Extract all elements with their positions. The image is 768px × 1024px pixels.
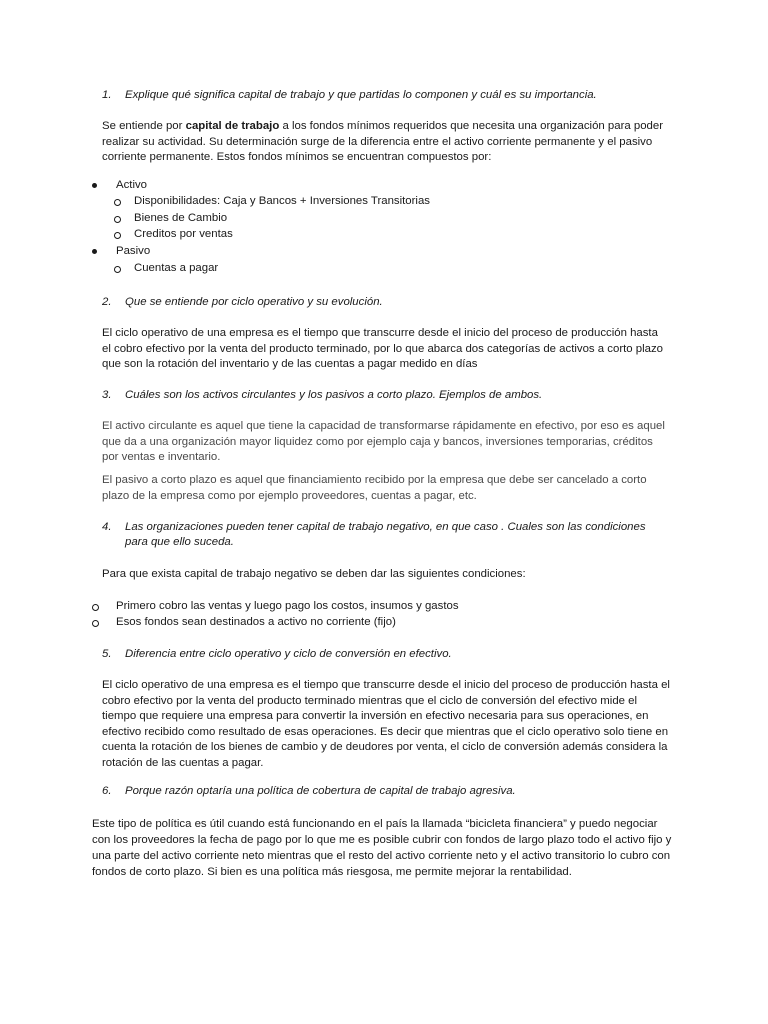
question-6: 6. Porque razón optaría una política de cobertura de capital de trabajo agresiva.: [102, 785, 516, 797]
bullet-disc-icon: [92, 183, 97, 188]
list-item-pasivo: Pasivo: [90, 244, 150, 259]
question-number: 1.: [102, 89, 112, 101]
question-2: 2. Que se entiende por ciclo operativo y su evolución.: [102, 296, 383, 308]
list-item: Creditos por ventas: [112, 227, 233, 242]
bullet-circle-icon: [114, 232, 121, 239]
answer-1-post: a los fondos mínimos requeridos que necesita una organización para poder realizar su actividad. Su determinación surge de la diferencia entre el activo corriente permanente y el pasivo corriente permanente. Estos fondos mínimos se encuentran compuestos por:: [102, 120, 664, 163]
answer-3b: El pasivo a corto plazo es aquel que financiamiento recibido por la empresa que debe ser cancelado a corto plazo de la empresa como por ejemplo proveedores, cuentas a pagar, etc.: [102, 474, 647, 502]
answer-1-bold-term: capital de trabajo: [185, 120, 280, 132]
bullet-disc-icon: [92, 249, 97, 254]
list-item: Disponibilidades: Caja y Bancos + Inversiones Transitorias: [112, 194, 430, 209]
answer-1: [102, 119, 676, 166]
question-3: 3. Cuáles son los activos circulantes y los pasivos a corto plazo. Ejemplos de ambos.: [102, 389, 543, 401]
question-1: [102, 88, 682, 103]
answer-3a: El activo circulante es aquel que tiene la capacidad de transformarse rápidamente en efectivo, por eso es aquel que da a una organización mayor liquidez como por ejemplo caja y bancos, inversiones temporarias, créditos por ventas e inventario.: [102, 420, 665, 463]
answer-1-pre: Se entiende por: [102, 120, 186, 132]
question-5: 5. Diferencia entre ciclo operativo y ciclo de conversión en efectivo.: [102, 648, 452, 660]
bullet-circle-icon: [92, 620, 99, 627]
answer-6: Este tipo de política es útil cuando está funcionando en el país la llamada “bicicleta financiera” y puedo negociar con los proveedores la fecha de pago por lo que me es posible cubrir con fondos de largo plazo todo el activo fijo y una parte del activo corriente neto mientras que el resto del activo corriente neto y el activo transitorio lo cubro con fondos de corto plazo. Si bien es una política más riesgosa, me permite mejorar la rentabilidad.: [92, 818, 672, 878]
answer-5: El ciclo operativo de una empresa es el tiempo que transcurre desde el inicio del proceso de producción hasta el cobro efectivo por la venta del producto terminado mientras que el ciclo de conversión del efectivo mide el tiempo que requiere una empresa para convertir la inversión en efectivo necesaria para sus operaciones, en efectivo recibido como resultado de esas operaciones. Es decir que mientras que el ciclo operativo solo tiene en cuenta la rotación de los bienes de cambio y de deudores por venta, el ciclo de conversión además considera la rotación de las cuentas a pagar.: [102, 679, 670, 769]
answer-4: Para que exista capital de trabajo negativo se deben dar las siguientes condiciones:: [102, 568, 526, 580]
bullet-circle-icon: [92, 604, 99, 611]
list-item: Cuentas a pagar: [112, 261, 218, 276]
bullet-circle-icon: [114, 199, 121, 206]
bullet-circle-icon: [114, 266, 121, 273]
list-item: Bienes de Cambio: [112, 211, 227, 226]
question-4: 4. Las organizaciones pueden tener capital de trabajo negativo, en que caso . Cuales son las condiciones para que ello suceda.: [102, 521, 646, 548]
list-item: Primero cobro las ventas y luego pago los costos, insumos y gastos: [90, 599, 459, 614]
answer-2: El ciclo operativo de una empresa es el tiempo que transcurre desde el inicio del proceso de producción hasta el cobro efectivo por la venta del producto terminado, por lo que abarca dos categorías de activos a corto plazo que son la rotación del inventario y de las cuentas a pagar medido en días: [102, 327, 664, 370]
list-item-activo: Activo: [90, 178, 147, 193]
question-text: Explique qué significa capital de trabajo y que partidas lo componen y cuál es su importancia.: [125, 89, 597, 101]
bullet-circle-icon: [114, 216, 121, 223]
list-item: Esos fondos sean destinados a activo no corriente (fijo): [90, 615, 396, 630]
